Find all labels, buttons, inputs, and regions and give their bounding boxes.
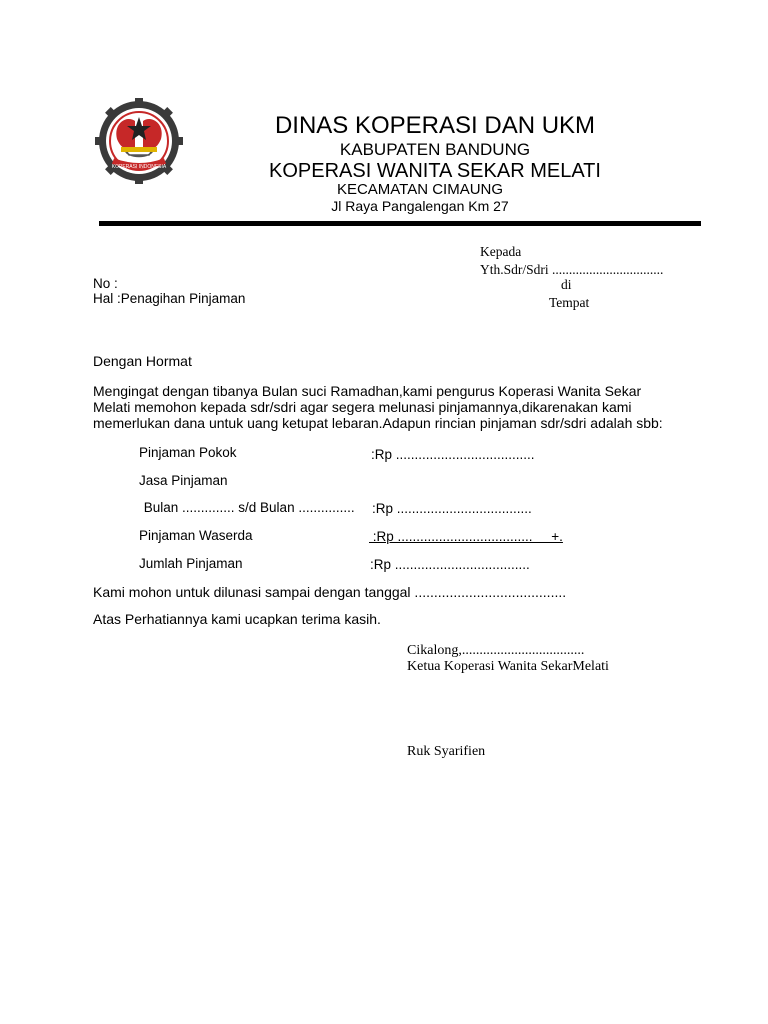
item-label: Pinjaman Pokok [139,445,237,460]
item-label: Bulan .............. s/d Bulan ............... [140,500,355,515]
signatory-title: Ketua Koperasi Wanita SekarMelati [407,659,609,674]
address: Jl Raya Pangalengan Km 27 [331,198,509,214]
item-value: :Rp ..................................... [371,447,535,462]
district-name: KECAMATAN CIMAUNG [336,181,504,198]
agency-name: DINAS KOPERASI DAN UKM [274,112,596,139]
place-date: Cikalong,................................... [407,643,585,658]
letter-number: No : [93,276,118,291]
signatory-name: Ruk Syarifien [407,744,486,759]
recipient-to: Kepada [480,244,522,259]
header-divider [99,221,701,226]
closing-line: Atas Perhatiannya kami ucapkan terima kasih. [93,611,381,627]
recipient-name-line: Yth.Sdr/Sdri ................................. [480,262,664,277]
cooperative-name: KOPERASI WANITA SEKAR MELATI [269,160,601,182]
paragraph-line: memerlukan dana untuk uang ketupat lebaran.Adapun rincian pinjaman sdr/sdri adalah sbb: [93,415,663,431]
item-value: :Rp .................................... [370,557,530,572]
salutation: Dengan Hormat [93,353,192,369]
item-label: Jasa Pinjaman [139,473,228,488]
recipient-place: Tempat [549,295,590,310]
recipient-at: di [561,277,572,292]
deadline-line: Kami mohon untuk dilunasi sampai dengan tanggal ....................................... [93,584,567,600]
item-value: :Rp .................................... [372,501,532,516]
paragraph-line: Mengingat dengan tibanya Bulan suci Ramadhan,kami pengurus Koperasi Wanita Sekar [93,383,642,399]
paragraph-line: Melati memohon kepada sdr/sdri agar segera melunasi pinjamannya,dikarenakan kami [93,399,632,415]
item-value: :Rp .................................... +. [369,529,563,544]
item-label: Pinjaman Waserda [139,528,253,543]
logo-caption: KOPERASI INDONESIA [111,164,167,170]
item-label: Jumlah Pinjaman [139,556,243,571]
regency-name: KABUPATEN BANDUNG [339,140,531,159]
letter-subject: Hal :Penagihan Pinjaman [93,291,246,306]
